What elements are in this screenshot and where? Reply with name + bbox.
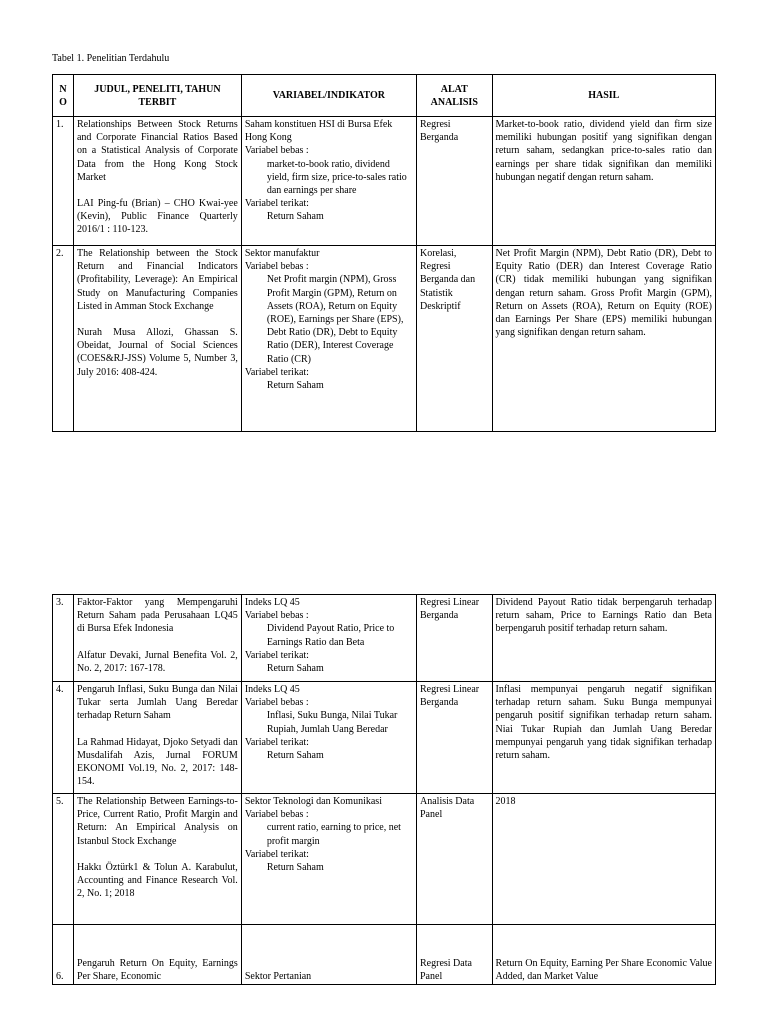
study-title: The Relationship between the Stock Return and Financial Indicators (Profitability, Leverage): An Empirical Study on Manufacturing Companies Listed in Amman Stock Exchange: [76, 248, 238, 312]
table-caption: Tabel 1. Penelitian Terdahulu: [52, 53, 170, 64]
independent-label: Variabel bebas :: [244, 697, 309, 709]
sample-text: Sektor Teknologi dan Komunikasi: [244, 796, 382, 807]
header-no: N O: [53, 75, 74, 117]
sample-text: Sektor manufaktur: [244, 248, 320, 259]
cell-no: 6.: [53, 925, 74, 985]
cell-hasil: Dividend Payout Ratio tidak berpengaruh terhadap return saham, Price to Earnings Ratio dan Beta berpengaruh positif terhadap return saham.: [492, 595, 715, 682]
study-title: Pengaruh Return On Equity, Earnings Per Share, Economic: [76, 957, 238, 982]
cell-hasil: 2018: [492, 794, 715, 925]
independent-variables: current ratio, earning to price, net profit margin: [266, 822, 401, 847]
cell-variabel: [241, 246, 416, 432]
header-alat: ALAT ANALISIS: [417, 75, 493, 117]
cell-judul: [73, 246, 241, 432]
table-row: [53, 246, 716, 432]
header-hasil: HASIL: [492, 75, 715, 117]
cell-no: 5.: [53, 794, 74, 925]
cell-hasil: Market-to-book ratio, dividend yield dan firm size memiliki hubungan positif yang signifikan dengan return saham, sedangkan price-to-sales ratio dan earnings per share tidak signifikan dan memiliki hubungan negatif dengan return saham.: [492, 117, 715, 246]
table-header-row: [53, 75, 716, 117]
independent-label: Variabel bebas :: [244, 809, 309, 821]
dependent-variable: Return Saham: [266, 380, 324, 392]
table-row: [53, 794, 716, 925]
independent-variables: Net Profit margin (NPM), Gross Profit Margin (GPM), Return on Assets (ROA), Return on Equity (ROE), Earnings per Share (EPS), Debt Ratio (DR), Debt to Equity Ratio (DER), Interest Coverage Ratio (CR): [266, 274, 404, 365]
study-authors: LAI Ping-fu (Brian) – CHO Kwai-yee (Kevin), Public Finance Quarterly 2016/1 : 110-123.: [76, 198, 238, 236]
study-title: Relationships Between Stock Returns and Corporate Financial Ratios Based on a Statistical Analysis of Corporate Data from the Hong Kong Stock Market: [76, 119, 238, 183]
cell-hasil: Inflasi mempunyai pengaruh negatif signifikan terhadap return saham. Suku Bunga mempunyai pengaruh positif signifikan terhadap return saham. Niai Tukar Rupiah dan Jumlah Uang Beredar mempunyai pengaruh yang tidak signifikan terhadap return saham.: [492, 682, 715, 794]
sample-text: Indeks LQ 45: [244, 684, 300, 695]
cell-no: 1.: [53, 117, 74, 246]
header-variabel: VARIABEL/INDIKATOR: [241, 75, 416, 117]
cell-alat: Regresi Data Panel: [417, 925, 493, 985]
cell-judul: [73, 595, 241, 682]
dependent-label: Variabel terikat:: [244, 366, 309, 378]
cell-judul: [73, 117, 241, 246]
independent-variables: Dividend Payout Ratio, Price to Earnings Ratio dan Beta: [266, 623, 395, 648]
study-authors: La Rahmad Hidayat, Djoko Setyadi dan Musdalifah Azis, Jurnal FORUM EKONOMI Vol.19, No. 2, 2017: 148-154.: [76, 736, 238, 788]
table-row: [53, 925, 716, 985]
cell-judul: [73, 682, 241, 794]
study-authors: Hakkı Öztürk1 & Tolun A. Karabulut, Accounting and Finance Research Vol. 2, No. 1; 2018: [76, 861, 238, 900]
study-authors: Nurah Musa Allozi, Ghassan S. Obeidat, Journal of Social Sciences (COES&RJ-JSS) Volume 5, Number 3, July 2016: 408-424.: [76, 327, 238, 378]
cell-variabel: [241, 925, 416, 985]
cell-alat: Korelasi, Regresi Berganda dan Statistik Deskriptif: [417, 246, 493, 432]
study-title: Pengaruh Inflasi, Suku Bunga dan Nilai Tukar serta Jumlah Uang Beredar terhadap Return Saham: [76, 684, 238, 722]
cell-judul: [73, 925, 241, 985]
dependent-variable: Return Saham: [266, 750, 324, 762]
table-row: [53, 682, 716, 794]
cell-variabel: [241, 595, 416, 682]
table-row: [53, 595, 716, 682]
study-title: The Relationship Between Earnings-to-Price, Current Ratio, Profit Margin and Return: An Empirical Analysis on Istanbul Stock Exchange: [76, 796, 238, 847]
cell-variabel: [241, 117, 416, 246]
cell-no: 4.: [53, 682, 74, 794]
cell-alat: Regresi Linear Berganda: [417, 682, 493, 794]
table-row: [53, 117, 716, 246]
research-table-part-2: [52, 594, 716, 985]
header-judul: JUDUL, PENELITI, TAHUN TERBIT: [73, 75, 241, 117]
study-title: Faktor-Faktor yang Mempengaruhi Return Saham pada Perusahaan LQ45 di Bursa Efek Indonesia: [76, 597, 238, 635]
dependent-label: Variabel terikat:: [244, 736, 309, 748]
cell-no: 3.: [53, 595, 74, 682]
study-authors: Alfatur Devaki, Jurnal Benefita Vol. 2, No. 2, 2017: 167-178.: [76, 649, 238, 674]
independent-variables: market-to-book ratio, dividend yield, firm size, price-to-sales ratio dan earnings per share: [266, 158, 407, 197]
dependent-label: Variabel terikat:: [244, 848, 309, 860]
dependent-label: Variabel terikat:: [244, 649, 309, 661]
independent-variables: Inflasi, Suku Bunga, Nilai Tukar Rupiah, Jumlah Uang Beredar: [266, 710, 398, 735]
cell-hasil: Net Profit Margin (NPM), Debt Ratio (DR), Debt to Equity Ratio (DER) dan Interest Coverage Ratio (CR) tidak memiliki hubungan yang signifikan dengan return saham. Gross Profit Margin (GPM), Return on Assets (ROA), Return on Equity (ROE) dan Earnings Per Share (EPS) memiliki hubungan yang signifikan dengan return saham.: [492, 246, 715, 432]
cell-hasil: Return On Equity, Earning Per Share Economic Value Added, dan Market Value: [492, 925, 715, 985]
cell-alat: Regresi Berganda: [417, 117, 493, 246]
cell-variabel: [241, 682, 416, 794]
dependent-label: Variabel terikat:: [244, 198, 309, 210]
independent-label: Variabel bebas :: [244, 261, 309, 273]
independent-label: Variabel bebas :: [244, 610, 309, 622]
cell-variabel: [241, 794, 416, 925]
dependent-variable: Return Saham: [266, 862, 324, 874]
dependent-variable: Return Saham: [266, 663, 324, 675]
cell-judul: [73, 794, 241, 925]
cell-alat: Regresi Linear Berganda: [417, 595, 493, 682]
sample-text: Saham konstituen HSI di Bursa Efek Hong Kong: [244, 119, 393, 144]
sample-text: Indeks LQ 45: [244, 597, 300, 608]
dependent-variable: Return Saham: [266, 211, 324, 223]
sample-text: Sektor Pertanian: [244, 970, 312, 982]
cell-alat: Analisis Data Panel: [417, 794, 493, 925]
research-table-part-1: [52, 74, 716, 432]
independent-label: Variabel bebas :: [244, 145, 309, 157]
cell-no: 2.: [53, 246, 74, 432]
